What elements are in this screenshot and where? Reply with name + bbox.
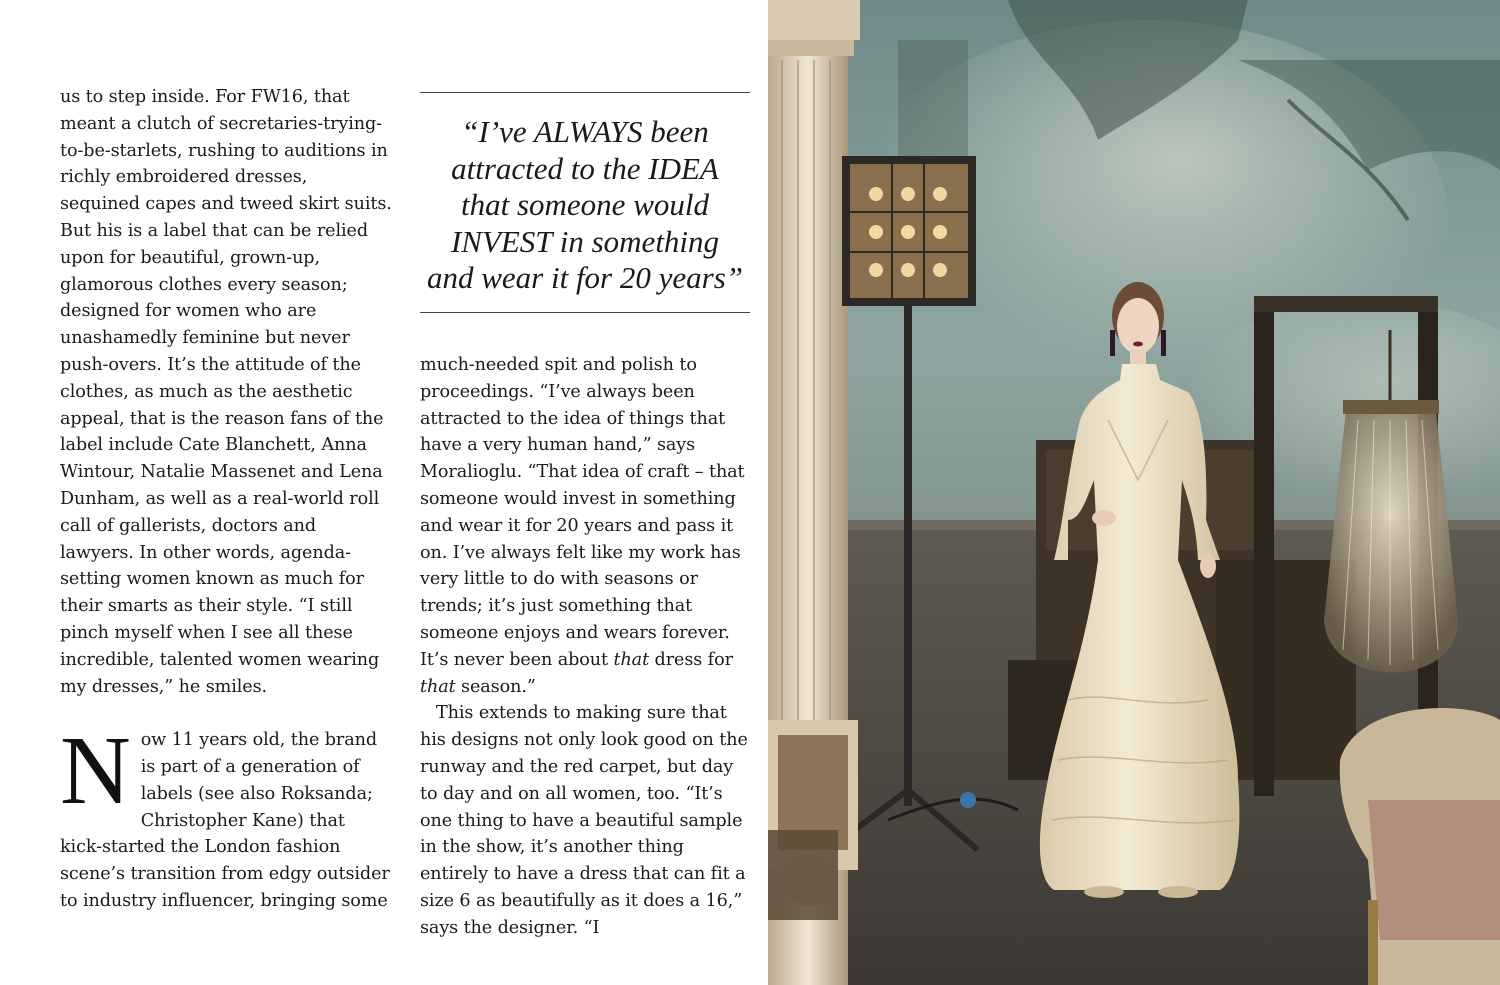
drop-cap: N	[60, 717, 131, 826]
pull-quote-line: “I’ve ALWAYS been	[461, 114, 709, 149]
pullquote-bottom-rule	[420, 312, 750, 313]
emphasis: that	[420, 676, 456, 697]
fashion-photo	[768, 0, 1500, 985]
body-paragraph	[420, 352, 754, 700]
body-paragraph-dropcap	[60, 717, 392, 915]
body-paragraph: This extends to making sure that his designs not only look good on the runway and the red carpet, but day to day and on all women, too. “It’s one thing to have a beautiful sample in the show, it’s another thing entirely to have a dress that can fit a size 6 as beautifully as it does a 16,” says the designer. “I	[420, 703, 748, 938]
text-run: much-needed spit and polish to proceedings. “I’ve always been attracted to the idea of things that have a very human hand,” says Moralioglu. “That idea of craft – that someone would invest in something and wear it for 20 years and pass it on. I’ve always felt like my work has very little to do with seasons or trends; it’s just something that someone enjoys and wears forever. It’s never been about	[420, 355, 745, 670]
body-paragraph: us to step inside. For FW16, that meant a clutch of secretaries-trying-to-be-starlets, rushing to auditions in richly embroidered dresses, sequined capes and tweed skirt suits. But his is a label that can be relied upon for beautiful, grown-up, glamorous clothes every season; designed for women who are unashamedly feminine but never push-overs. It’s the attitude of the clothes, as much as the aesthetic appeal, that is the reason fans of the label include Cate Blanchett, Anna Wintour, Natalie Massenet and Lena Dunham, as well as a real-world roll call of gallerists, doctors and lawyers. In other words, agenda-setting women known as much for their smarts as their style. “I still pinch myself when I see all these incredible, talented women wearing my dresses,” he smiles.	[60, 87, 392, 697]
pull-quote-line: INVEST in something	[450, 223, 720, 259]
text-run: dress for	[649, 649, 733, 670]
middle-text-column	[420, 352, 754, 942]
body-paragraph-text: ow 11 years old, the brand is part of a generation of labels (see also Roksanda; Christopher Kane) that kick-started the London fashion scene’s transition from edgy outsider to industry influencer, bringing some	[60, 730, 390, 911]
pullquote-top-rule	[420, 92, 750, 93]
pull-quote-line: attracted to the IDEA	[451, 150, 719, 186]
pull-quote-line: and wear it for 20 years”	[426, 260, 744, 295]
text-run: season.”	[455, 676, 536, 697]
emphasis: that	[613, 649, 650, 670]
left-text-column	[60, 84, 392, 915]
pull-quote-line: that someone would	[461, 187, 709, 222]
pull-quote	[420, 114, 750, 297]
